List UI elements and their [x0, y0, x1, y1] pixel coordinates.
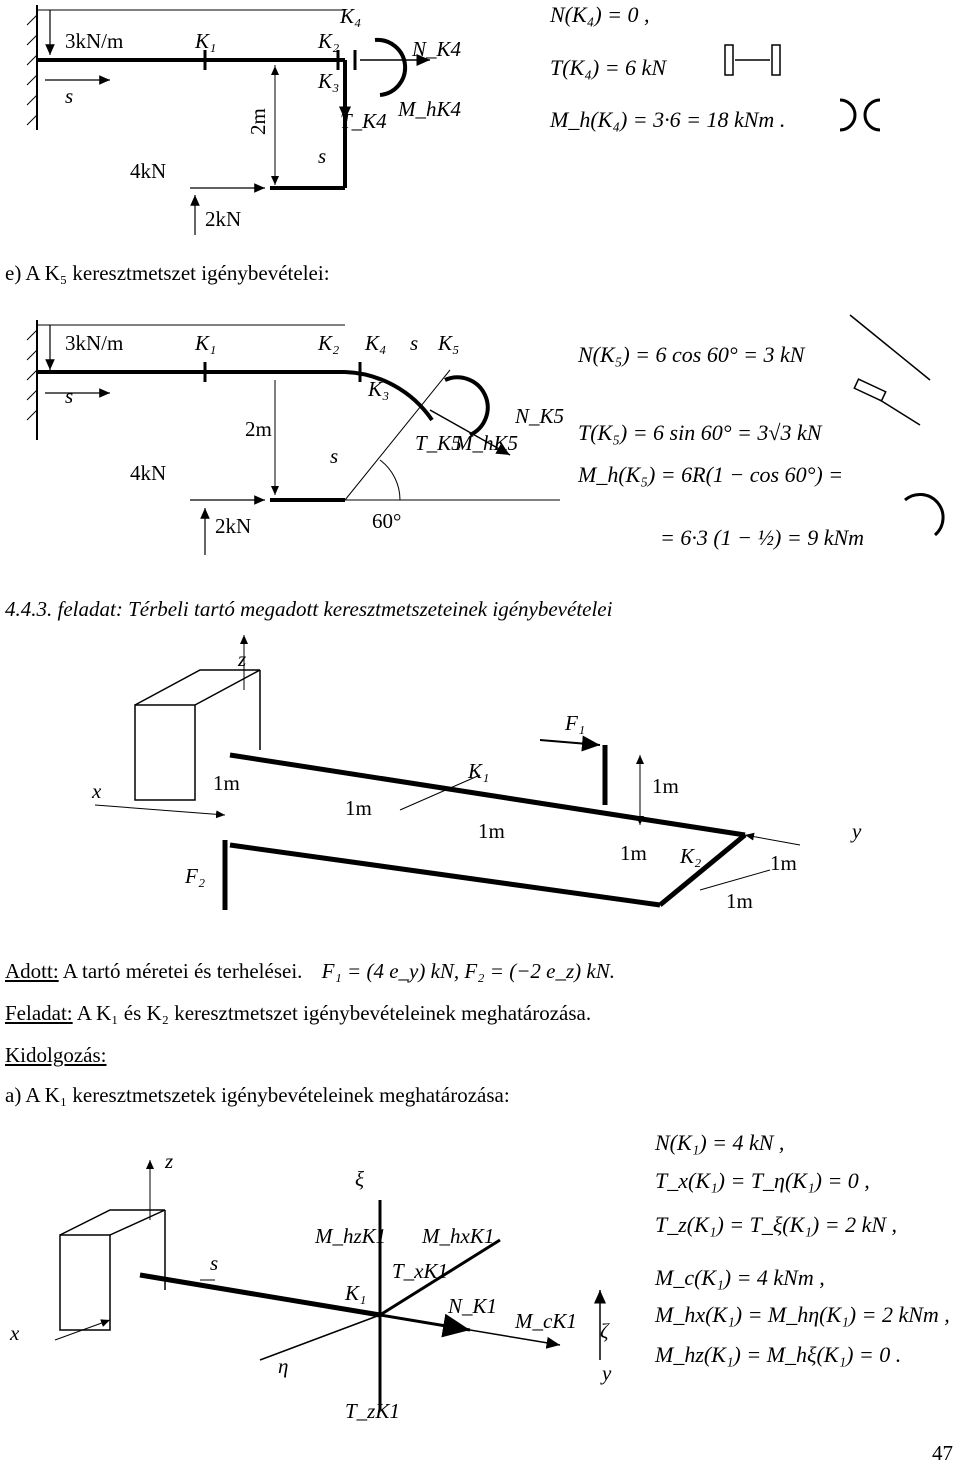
fig1-k4-label: K₄ — [340, 4, 362, 28]
fig1-load-label: 3kN/m — [65, 29, 124, 53]
fig1-mhk4-label: M_hK4 — [398, 97, 461, 121]
fig2-mhk5-label: M_hK5 — [455, 431, 518, 455]
part-a-title: a) A K₁ keresztmetszetek igénybevételeinek meghatározása: — [5, 1083, 510, 1107]
eq-k1-mhx: M_hx(K₁) = M_hη(K₁) = 2 kNm , — [655, 1302, 950, 1327]
eq-k4-n: N(K₄) = 0 , — [550, 2, 650, 27]
page-number: 47 — [932, 1441, 953, 1465]
fig4-k1-label: K₁ — [345, 1281, 367, 1305]
eq-k5-m: M_h(K₅) = 6R(1 − cos 60°) = — [578, 462, 844, 487]
fig3-dim-2: 1m — [345, 796, 372, 820]
fig1-force-2kn: 2kN — [205, 207, 242, 231]
fig2-force-2kn: 2kN — [215, 514, 252, 538]
given-forces: F₁ = (4 e_y) kN, F₂ = (−2 e_z) kN. — [321, 959, 615, 983]
eq-k4-m: M_h(K₄) = 3·6 = 18 kNm . — [550, 107, 786, 132]
fig2-force-4kn: 4kN — [130, 461, 167, 485]
fig2-k5-label: K₅ — [438, 331, 460, 355]
fig1-s2-label: s — [318, 144, 327, 168]
fig2-k2-label: K₂ — [318, 331, 340, 355]
fig4-mhzk1-label: M_hzK1 — [315, 1224, 387, 1248]
fig1-k3-label: K₃ — [318, 69, 340, 93]
fig3-k1-label: K₁ — [468, 759, 490, 783]
fig1-k1-label: K₁ — [195, 29, 217, 53]
fig4-x-label: x — [10, 1321, 20, 1345]
fig2-angle: 60° — [372, 509, 402, 533]
fig3-f1-label: F₁ — [565, 711, 586, 735]
fig3-z-label: z — [238, 647, 247, 671]
fig3-dim-3: 1m — [478, 819, 505, 843]
fig3-dim-5: 1m — [652, 774, 679, 798]
fig2-tk5-label: T_K5 — [415, 431, 462, 455]
fig1-k2-label: K₂ — [318, 29, 340, 53]
section-e-title: e) A K₅ keresztmetszet igénybevételei: — [5, 261, 330, 285]
fig1-s-label: s — [65, 84, 74, 108]
eq-k1-mc: M_c(K₁) = 4 kNm , — [655, 1265, 825, 1290]
fig2-s2-label: s — [330, 444, 339, 468]
eq-k4-t: T(K₄) = 6 kN — [550, 55, 666, 80]
fig3-k2-label: K₂ — [680, 844, 702, 868]
fig4-xi-label: ξ — [355, 1167, 364, 1191]
fig2-k1-label: K₁ — [195, 331, 217, 355]
eq-k1-mhz: M_hz(K₁) = M_hξ(K₁) = 0 . — [655, 1342, 902, 1367]
fig4-mck1-label: M_cK1 — [515, 1309, 577, 1333]
fig1-dim-2m: 2m — [245, 108, 270, 135]
fig1-nk4-label: N_K4 — [412, 37, 462, 61]
eq-k1-tz: T_z(K₁) = T_ξ(K₁) = 2 kN , — [655, 1212, 898, 1237]
fig4-z-label: z — [165, 1149, 174, 1173]
task-text: A K₁ és K₂ keresztmetszet igénybevételeinek meghatározása. — [76, 1001, 592, 1025]
fig2-k4-label: K₄ — [365, 331, 387, 355]
eq-k5-m2: = 6·3 (1 − ½) = 9 kNm — [660, 525, 865, 550]
eq-k1-tx: T_x(K₁) = T_η(K₁) = 0 , — [655, 1168, 870, 1193]
fig3-x-label: x — [92, 779, 102, 803]
given-line — [5, 960, 615, 983]
fig2-s-top-label: s — [410, 331, 419, 355]
fig2-load-label: 3kN/m — [65, 331, 124, 355]
fig2-nk5-label: N_K5 — [515, 404, 565, 428]
eq-k5-t: T(K₅) = 6 sin 60° = 3√3 kN — [578, 420, 822, 445]
fig4-tzk1-label: T_zK1 — [345, 1399, 400, 1423]
solution-label: Kidolgozás: — [5, 1043, 107, 1067]
figure-k4-frame — [0, 0, 960, 240]
fig4-y-label: y — [602, 1361, 612, 1385]
eq-k1-n: N(K₁) = 4 kN , — [655, 1130, 785, 1155]
eq-k5-n: N(K₅) = 6 cos 60° = 3 kN — [578, 342, 805, 367]
fig3-dim-7: 1m — [726, 889, 753, 913]
fig3-dim-4: 1m — [620, 841, 647, 865]
fig4-nk1-label: N_K1 — [448, 1294, 498, 1318]
fig2-k3-label: K₃ — [368, 377, 390, 401]
fig4-mhxk1-label: M_hxK1 — [422, 1224, 495, 1248]
task-line — [5, 1002, 591, 1025]
fig3-f2-label: F₂ — [185, 864, 206, 888]
task-label: Feladat: — [5, 1001, 73, 1025]
fig4-eta-label: η — [278, 1354, 289, 1378]
task-443-title: 4.4.3. feladat: Térbeli tartó megadott keresztmetszeteinek igénybevételei — [5, 597, 613, 621]
fig3-dim-6: 1m — [770, 851, 797, 875]
fig1-tk4-label: T_K4 — [340, 109, 387, 133]
fig4-s-label: s — [210, 1251, 219, 1275]
given-text: A tartó méretei és terhelései. — [62, 959, 303, 983]
fig4-zeta-label: ζ — [600, 1319, 609, 1343]
fig1-force-4kn: 4kN — [130, 159, 167, 183]
given-label: Adott: — [5, 959, 59, 983]
fig3-dim-1: 1m — [213, 771, 240, 795]
fig4-txk1-label: T_xK1 — [392, 1259, 449, 1283]
fig2-dim-2m: 2m — [245, 417, 272, 441]
fig2-s-label: s — [65, 384, 74, 408]
fig3-y-label: y — [852, 819, 862, 843]
